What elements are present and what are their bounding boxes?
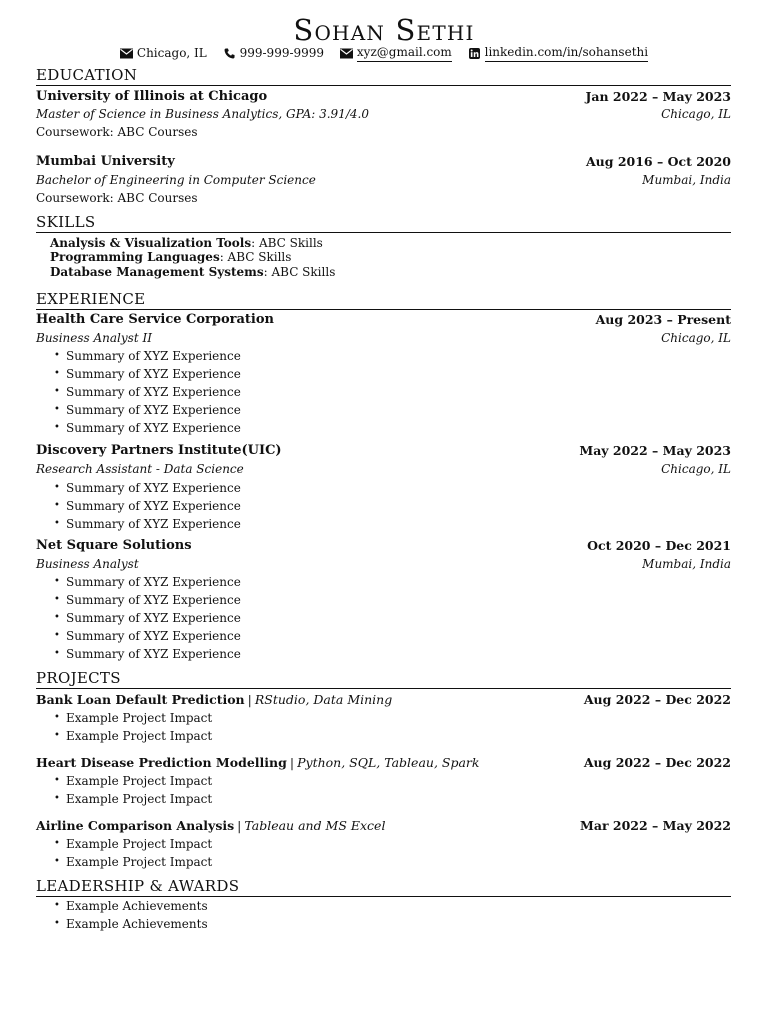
project-dates: Mar 2022 – May 2022 [580, 818, 731, 833]
candidate-name: Sohan Sethi [293, 13, 475, 47]
phone-item [223, 45, 324, 61]
exp-location: Chicago, IL [661, 331, 731, 345]
section-projects-title: PROJECTS [36, 669, 731, 689]
linkedin-link[interactable]: linkedin.com/in/sohansethi [485, 44, 648, 62]
exp-company: Net Square Solutions [36, 538, 192, 553]
skill-label: Programming Languages [50, 250, 220, 264]
exp-role: Business Analyst [36, 557, 139, 571]
list-item: • Summary of XYZ Experience [54, 347, 241, 365]
project-tech: RStudio, Data Mining [254, 692, 393, 707]
list-item: • Summary of XYZ Experience [54, 479, 241, 497]
email-link[interactable]: xyz@gmail.com [357, 44, 452, 62]
skill-row [50, 250, 291, 265]
exp-bullets [54, 347, 241, 437]
section-skills-title: SKILLS [36, 213, 731, 233]
exp-location: Mumbai, India [642, 557, 731, 571]
edu-degree: Bachelor of Engineering in Computer Science [36, 173, 316, 187]
list-item: • Example Project Impact [54, 790, 212, 808]
project-separator: | [237, 818, 242, 833]
location-item [120, 45, 207, 61]
skill-value: : ABC Skills [219, 250, 292, 264]
phone-icon [223, 48, 236, 59]
list-item: • Summary of XYZ Experience [54, 515, 241, 533]
project-dates: Aug 2022 – Dec 2022 [583, 755, 731, 770]
project-bullets [54, 772, 212, 808]
exp-dates: May 2022 – May 2023 [579, 443, 731, 458]
section-leadership-title: LEADERSHIP & AWARDS [36, 877, 731, 897]
project-tech: Tableau and MS Excel [244, 818, 386, 833]
exp-bullets [54, 573, 241, 663]
edu-school: Mumbai University [36, 154, 175, 169]
skill-label: Analysis & Visualization Tools [50, 236, 252, 250]
exp-role: Research Assistant - Data Science [36, 462, 244, 476]
list-item: • Example Project Impact [54, 727, 212, 745]
list-item: • Summary of XYZ Experience [54, 591, 241, 609]
list-item: • Example Achievements [54, 915, 208, 933]
project-heading [36, 818, 385, 834]
project-dates: Aug 2022 – Dec 2022 [583, 692, 731, 707]
exp-bullets [54, 479, 241, 533]
list-item: • Example Project Impact [54, 709, 212, 727]
project-bullets [54, 709, 212, 745]
list-item: • Summary of XYZ Experience [54, 497, 241, 515]
edu-coursework: Coursework: ABC Courses [36, 125, 198, 139]
section-education-title: EDUCATION [36, 66, 731, 86]
skill-label: Database Management Systems [50, 265, 264, 279]
skill-row [50, 265, 335, 280]
edu-school: University of Illinois at Chicago [36, 89, 268, 104]
linkedin-icon [468, 48, 481, 59]
list-item: • Summary of XYZ Experience [54, 645, 241, 663]
skill-row [50, 236, 323, 251]
envelope-icon [120, 48, 133, 59]
list-item: • Summary of XYZ Experience [54, 627, 241, 645]
project-separator: | [247, 692, 252, 707]
project-title: Airline Comparison Analysis [36, 818, 235, 833]
list-item: • Summary of XYZ Experience [54, 609, 241, 627]
edu-coursework: Coursework: ABC Courses [36, 191, 198, 205]
exp-company: Health Care Service Corporation [36, 312, 274, 327]
list-item: • Summary of XYZ Experience [54, 383, 241, 401]
list-item: • Example Project Impact [54, 853, 212, 871]
phone-text: 999-999-9999 [239, 46, 325, 60]
section-experience-title: EXPERIENCE [36, 290, 731, 310]
edu-dates: Jan 2022 – May 2023 [585, 89, 731, 104]
exp-dates: Aug 2023 – Present [595, 312, 731, 327]
project-tech: Python, SQL, Tableau, Spark [297, 755, 480, 770]
envelope-icon [340, 48, 353, 59]
linkedin-item[interactable] [468, 44, 648, 62]
project-separator: | [289, 755, 295, 770]
project-heading [36, 692, 392, 708]
contact-line [0, 44, 768, 63]
skill-value: : ABC Skills [251, 236, 323, 250]
exp-role: Business Analyst II [36, 331, 152, 345]
skill-value: : ABC Skills [263, 265, 336, 279]
leadership-bullets [54, 897, 208, 933]
project-title: Bank Loan Default Prediction [36, 692, 245, 707]
edu-location: Chicago, IL [661, 107, 731, 121]
list-item: • Summary of XYZ Experience [54, 419, 241, 437]
list-item: • Example Project Impact [54, 835, 212, 853]
edu-location: Mumbai, India [642, 173, 731, 187]
project-heading [36, 755, 479, 771]
email-item[interactable] [340, 44, 452, 62]
list-item: • Summary of XYZ Experience [54, 401, 241, 419]
list-item: • Summary of XYZ Experience [54, 365, 241, 383]
location-text: Chicago, IL [136, 46, 207, 60]
list-item: • Example Project Impact [54, 772, 212, 790]
project-bullets [54, 835, 212, 871]
edu-dates: Aug 2016 – Oct 2020 [585, 154, 731, 169]
list-item: • Summary of XYZ Experience [54, 573, 241, 591]
exp-company: Discovery Partners Institute(UIC) [36, 443, 282, 458]
project-title: Heart Disease Prediction Modelling [36, 755, 287, 770]
exp-location: Chicago, IL [661, 462, 731, 476]
list-item: • Example Achievements [54, 897, 208, 915]
edu-degree: Master of Science in Business Analytics, GPA: 3.91/4.0 [36, 107, 369, 121]
exp-dates: Oct 2020 – Dec 2021 [587, 538, 731, 553]
